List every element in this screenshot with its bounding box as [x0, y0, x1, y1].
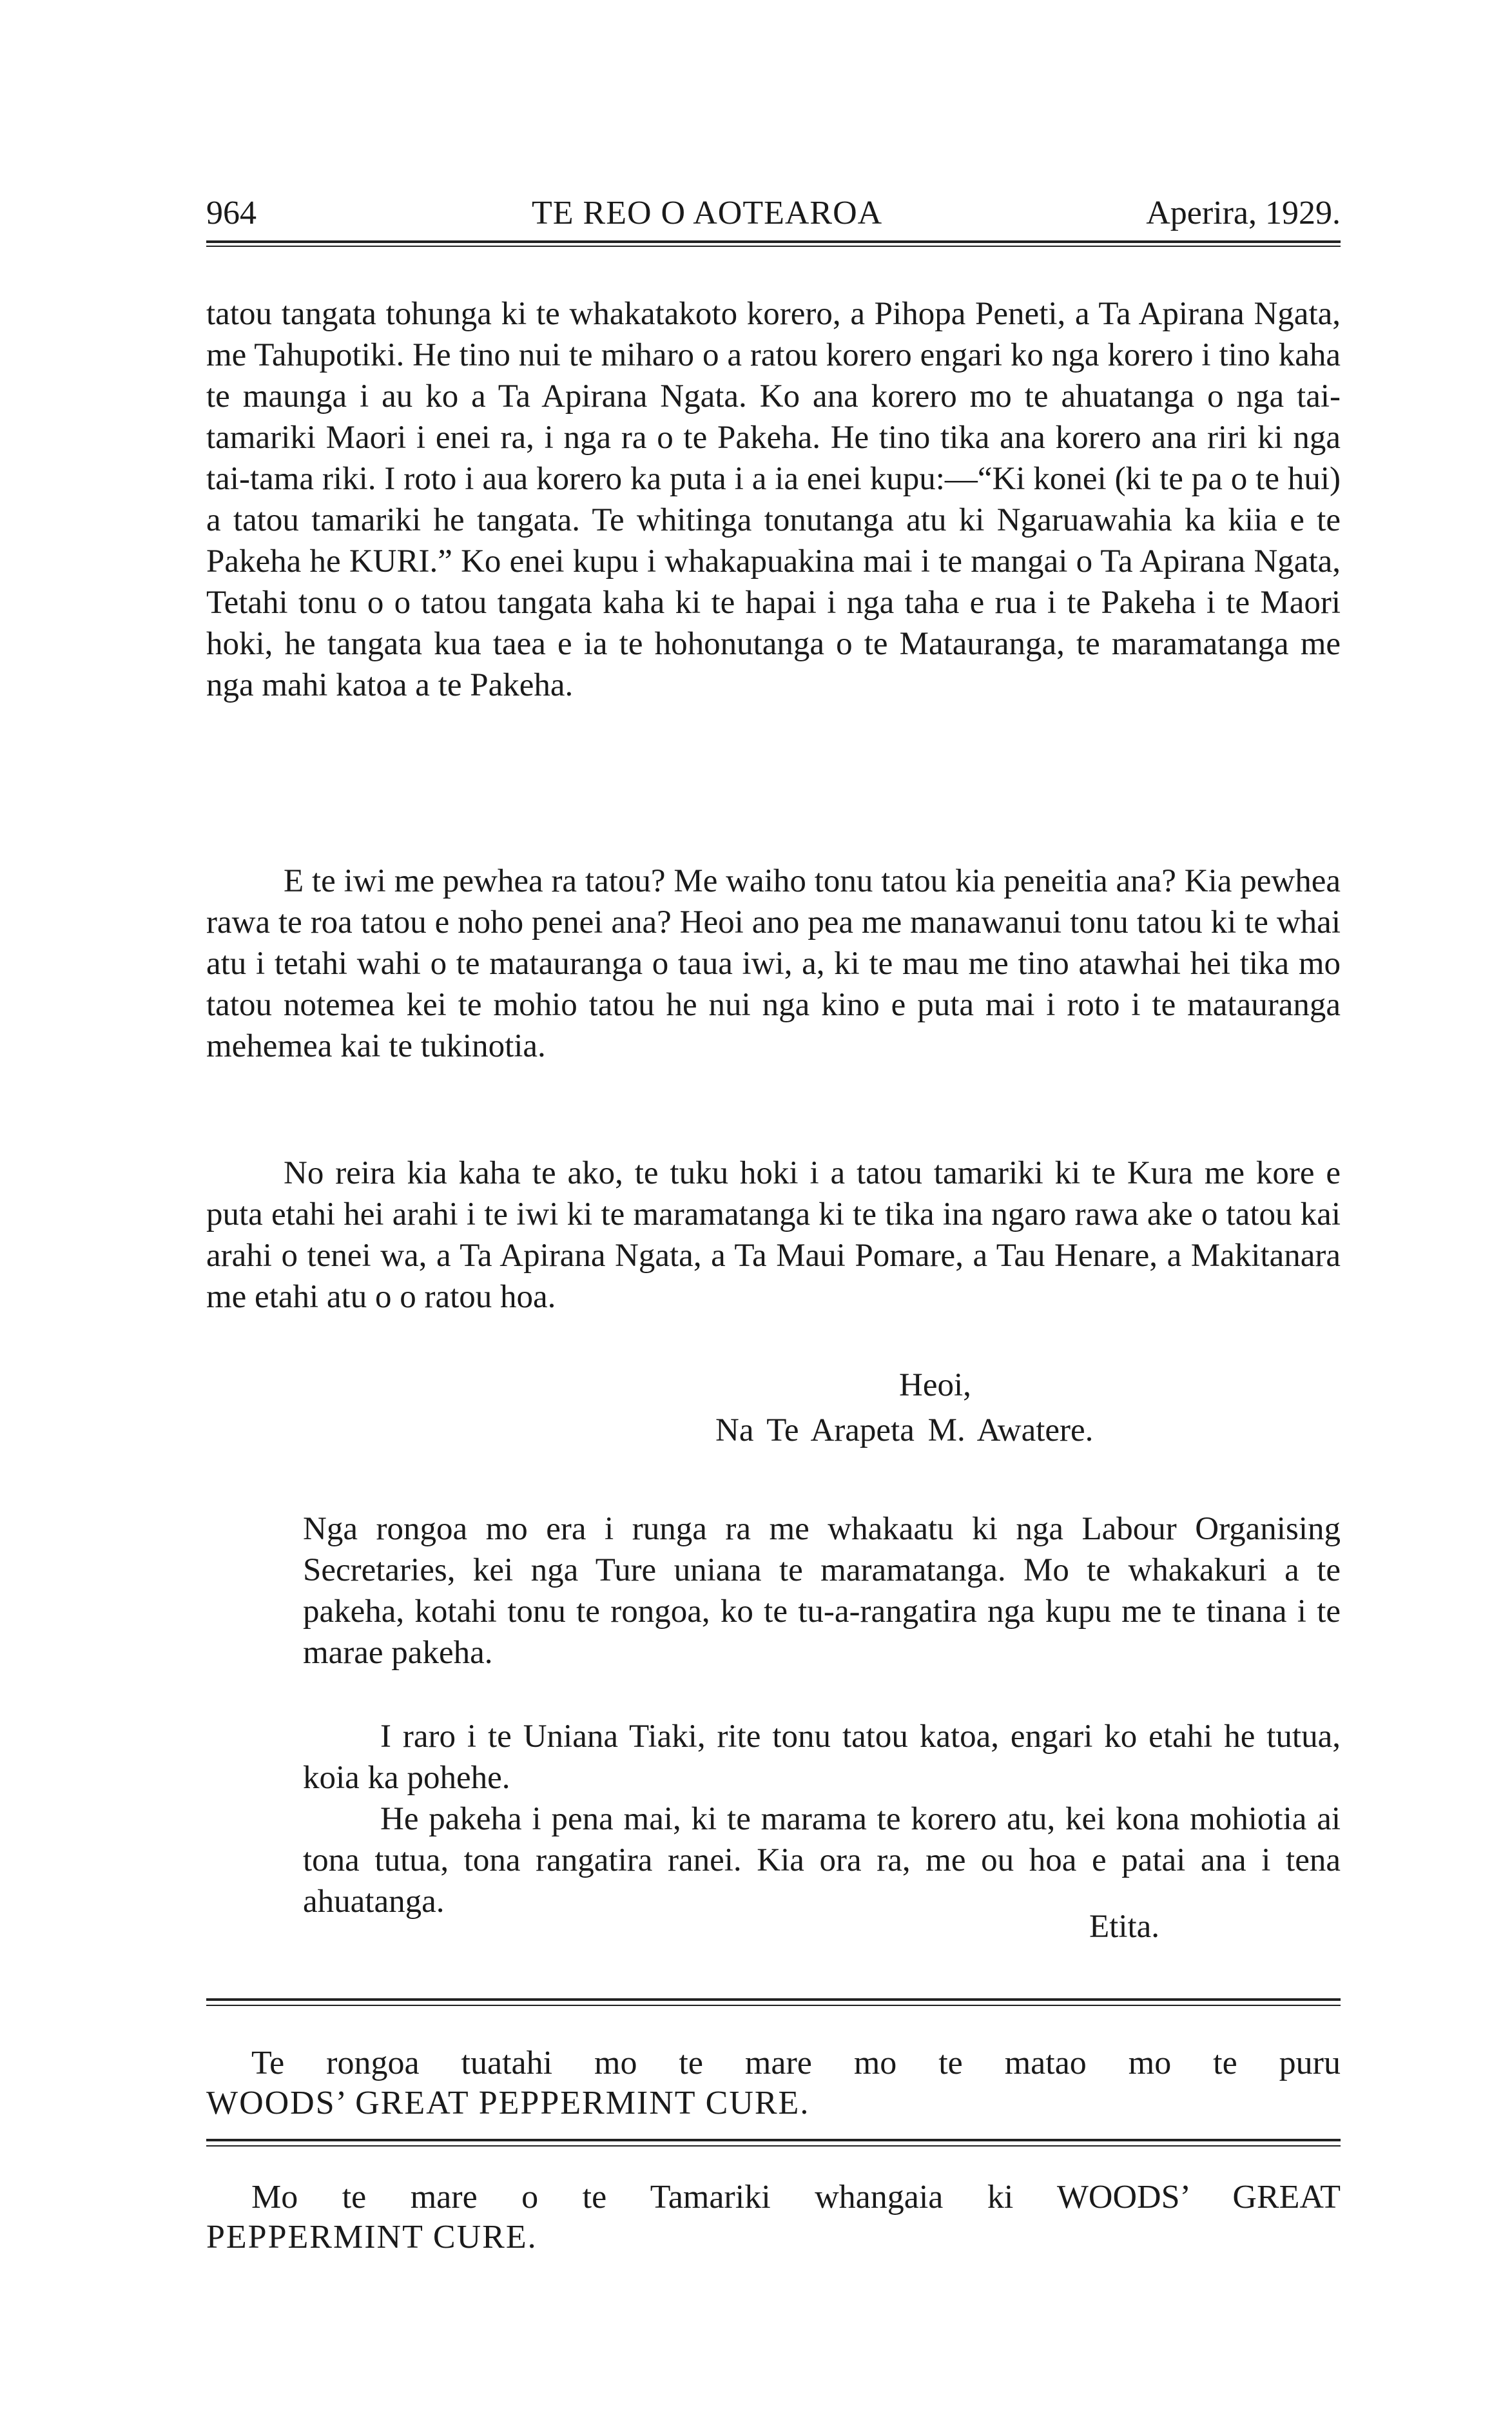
ad-2-line-2: PEPPERMINT CURE.	[206, 2219, 538, 2255]
article-closing: Heoi,	[899, 1367, 971, 1403]
editorial-paragraph-3: He pakeha i pena mai, ki te marama te korero atu, kei kona mohiotia ai tona tutua, tona rangatira ranei. Kia ora ra, me ou hoa e patai ana i tena ahuatanga.	[303, 1801, 1341, 1920]
header-rule	[206, 240, 1341, 243]
advertisement-1	[206, 2043, 1341, 2123]
section-rule-middle-thin	[206, 2145, 1341, 2147]
page-number: 964	[206, 195, 257, 231]
article-paragraph-1: tatou tangata tohunga ki te whakatakoto korero, a Pihopa Peneti, a Ta Apirana Ngata, me Tahupotiki. He tino nui te miharo o a ratou korero engari ko nga korero i tino kaha te maunga i au ko a Ta Apirana Ngata. Ko ana korero mo te ahuatanga o nga tai-tamariki Maori i enei ra, i nga ra o te Pakeha. He tino tika ana korero ana riri ki nga tai-tama riki. I roto i aua korero ka puta i a ia enei kupu:—“Ki konei (ki te pa o te hui) a tatou tamariki he tangata. Te whitinga tonutanga atu ki Ngaruawahia ka kiia e te Pakeha he KURI.” Ko enei kupu i whakapuakina mai i te mangai o Ta Apirana Ngata, Tetahi tonu o o tatou tangata kaha ki te hapai i nga taha e rua i te Pakeha i te Maori hoki, he tangata kua taea e ia te hohonutanga o te Matauranga, te maramatanga me nga mahi katoa a te Pakeha.	[206, 296, 1341, 703]
editor-signature: Etita.	[1089, 1909, 1160, 1945]
page-header	[206, 187, 1341, 232]
section-rule-top-thin	[206, 2005, 1341, 2006]
advertisement-2	[206, 2177, 1341, 2257]
section-rule-top	[206, 1998, 1341, 2001]
article-paragraph-3: No reira kia kaha te ako, te tuku hoki i a tatou tamariki ki te Kura me kore e puta etahi hei arahi i te iwi ki te maramatanga ki te tika ina ngaro rawa ake o tatou kai arahi o tenei wa, a Ta Apirana Ngata, a Ta Maui Pomare, a Tau Henare, a Makitanara me etahi atu o o ratou hoa.	[206, 1155, 1341, 1315]
journal-title: TE REO O AOTEAROA	[532, 195, 883, 231]
header-rule-thin	[206, 246, 1341, 247]
editorial-paragraph-2: I raro i te Uniana Tiaki, rite tonu tatou katoa, engari ko etahi he tutua, koia ka pohehe.	[303, 1719, 1341, 1796]
ad-2-line-1: Mo te mare o te Tamariki whangaia ki WOODS’ GREAT	[251, 2179, 1341, 2216]
article-paragraph-2: E te iwi me pewhea ra tatou? Me waiho tonu tatou kia peneitia ana? Kia pewhea rawa te roa tatou e noho penei ana? Heoi ano pea me manawanui tonu tatou ki te whai atu i tetahi wahi o te matauranga o taua iwi, a, ki te mau me tino atawhai hei tika mo tatou notemea kei te mohio tatou he nui nga kino e puta mai i roto i te matauranga mehemea kai te tukinotia.	[206, 863, 1341, 1064]
ad-1-line-2: WOODS’ GREAT PEPPERMINT CURE.	[206, 2085, 810, 2121]
editorial-paragraph-1: Nga rongoa mo era i runga ra me whakaatu ki nga Labour Organising Secretaries, kei nga Ture uniana te maramatanga. Mo te whakakuri a te pakeha, kotahi tonu te rongoa, ko te tu-a-rangatira nga kupu me te tinana i te marae pakeha.	[303, 1511, 1341, 1671]
issue-date: Aperira, 1929.	[1146, 195, 1341, 231]
article-signature: Na Te Arapeta M. Awatere.	[715, 1412, 1094, 1448]
ad-1-line-1: Te rongoa tuatahi mo te mare mo te matao mo te puru	[251, 2045, 1341, 2081]
section-rule-middle	[206, 2139, 1341, 2141]
